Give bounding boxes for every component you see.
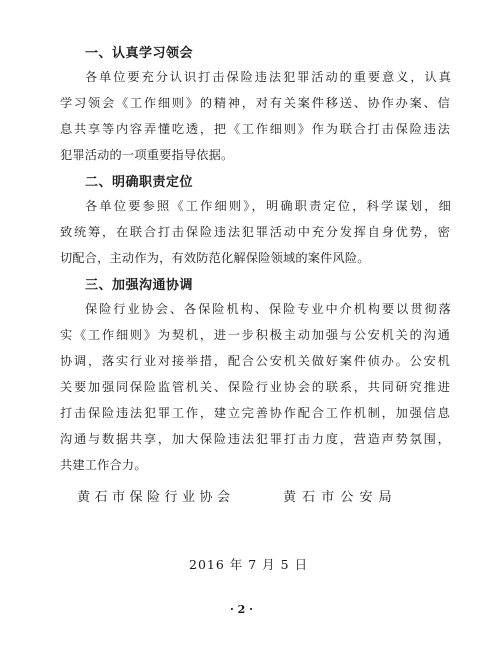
signature-police-bureau: 黄 石 市 公 安 局 [283, 490, 393, 505]
paragraph-line: 沟通与数据共享，加大保险违法犯罪打击力度，营造声势氛围， [60, 432, 450, 446]
signature-association: 黄石市保险行业协会 [77, 490, 235, 505]
paragraph-line: 致统筹，在联合打击保险违法犯罪活动中充分发挥自身优势，密 [60, 225, 450, 239]
paragraph-line: 关要加强同保险监管机关、保险行业协会的联系，共同研究推进 [60, 380, 450, 394]
paragraph-line: 切配合，主动作为，有效防范化解保险领域的案件风险。 [60, 251, 370, 265]
paragraph-line: 各单位要参照《工作细则》，明确职责定位，科学谋划，细 [85, 199, 451, 213]
paragraph-line: 打击保险违法犯罪工作，建立完善协作配合工作机制，加强信息 [60, 406, 450, 420]
paragraph-line: 共建工作合力。 [60, 458, 147, 472]
paragraph-line: 息共享等内容弄懂吃透，把《工作细则》作为联合打击保险违法 [60, 122, 450, 136]
page-number: · 2 · [230, 603, 253, 616]
section-heading-3: 三、加强沟通协调 [85, 278, 194, 293]
document-date: 2016 年 7 月 5 日 [189, 557, 309, 572]
section-heading-2: 二、明确职责定位 [85, 175, 194, 190]
paragraph-line: 各单位要充分认识打击保险违法犯罪活动的重要意义，认真 [85, 70, 451, 84]
section-heading-1: 一、认真学习领会 [85, 46, 194, 61]
paragraph-line: 犯罪活动的一项重要指导依据。 [60, 148, 234, 162]
paragraph-line: 学习领会《工作细则》的精神，对有关案件移送、协作办案、信 [60, 96, 450, 110]
paragraph-line: 保险行业协会、各保险机构、保险专业中介机构要以贯彻落 [85, 302, 451, 316]
paragraph-line: 实《工作细则》为契机，进一步积极主动加强与公安机关的沟通 [60, 328, 450, 342]
paragraph-line: 协调，落实行业对接举措，配合公安机关做好案件侦办。公安机 [60, 354, 450, 368]
